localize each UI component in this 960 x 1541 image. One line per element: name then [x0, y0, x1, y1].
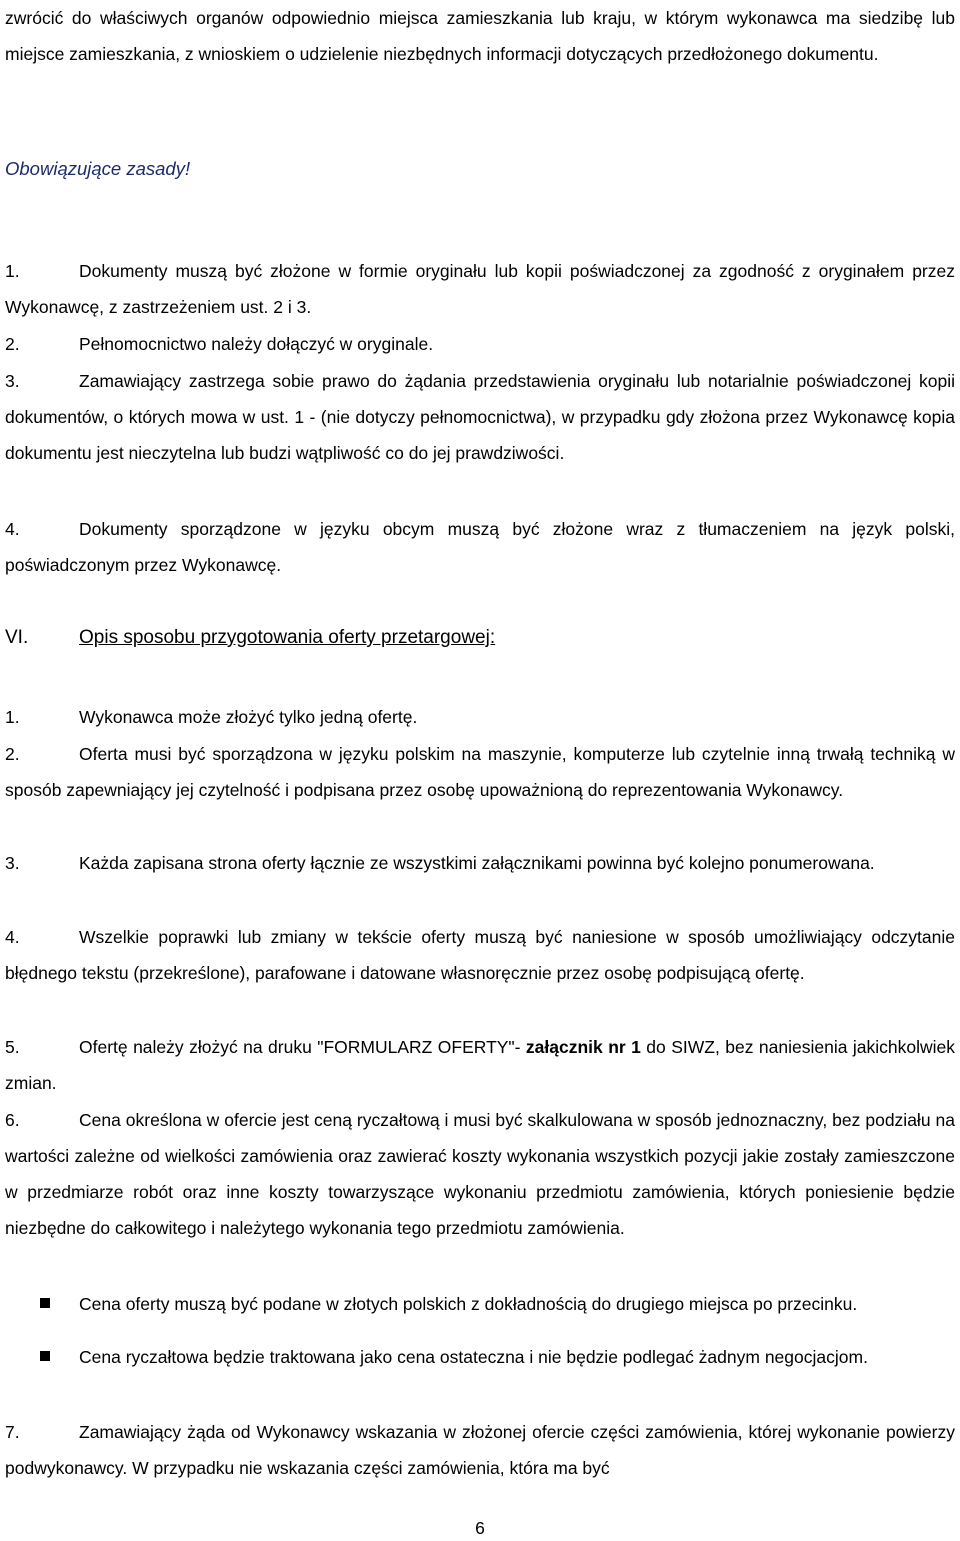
item-text: Zamawiający żąda od Wykonawcy wskazania w złożonej ofercie części zamówienia, której wykonanie powierzy podwykonawcy. W przypadku nie wskazania części zamówienia, która ma być — [5, 1422, 955, 1478]
item-number: 2. — [5, 744, 20, 764]
item-number: 6. — [5, 1110, 20, 1130]
item-number: 1. — [5, 707, 20, 727]
item-text-bold: załącznik nr 1 — [525, 1037, 641, 1057]
offer-item-4 — [5, 919, 955, 991]
rules-item-1 — [5, 253, 955, 325]
bullet-item-2 — [40, 1344, 940, 1370]
bullet-item-1 — [40, 1291, 940, 1317]
rules-item-3 — [5, 363, 955, 471]
bullet-square-icon — [40, 1298, 50, 1308]
section-title — [5, 620, 955, 656]
offer-item-7 — [5, 1414, 955, 1486]
item-text: Zamawiający zastrzega sobie prawo do żądania przedstawienia oryginału lub notarialnie poświadczonej kopii dokumentów, o których mowa w ust. 1 - (nie dotyczy pełnomocnictwa), w przypadku gdy złożona przez Wykonawcę kopia dokumentu jest nieczytelna lub budzi wątpliwość co do jej prawdziwości. — [5, 371, 955, 463]
offer-item-1 — [5, 699, 955, 735]
item-text: Wszelkie poprawki lub zmiany w tekście oferty muszą być naniesione w sposób umożliwiający odczytanie błędnego tekstu (przekreślone), parafowane i datowane własnoręcznie przez osobę podpisującą ofertę. — [5, 927, 955, 983]
rules-heading: Obowiązujące zasady! — [5, 158, 191, 179]
item-number: 4. — [5, 927, 20, 947]
item-text: Dokumenty muszą być złożone w formie oryginału lub kopii poświadczonej za zgodność z oryginałem przez Wykonawcę, z zastrzeżeniem ust. 2 i 3. — [5, 261, 955, 317]
offer-item-2 — [5, 736, 955, 808]
item-text: Cena określona w ofercie jest ceną ryczałtową i musi być skalkulowana w sposób jednoznaczny, bez podziału na wartości zależne od wielkości zamówienia oraz zawierać koszty wykonania wszystkich pozycji jakie zostały zamieszczone w przedmiarze robót oraz inne koszty towarzyszące wykonaniu przedmiotu zamówienia, których poniesienie będzie niezbędne do całkowitego i należytego wykonania tego przedmiotu zamówienia. — [5, 1110, 955, 1238]
item-number: 3. — [5, 853, 20, 873]
rules-item-4 — [5, 511, 955, 583]
section-number: VI. — [5, 627, 29, 648]
intro-paragraph: zwrócić do właściwych organów odpowiednio miejsca zamieszkania lub kraju, w którym wykonawca ma siedzibę lub miejsce zamieszkania, z wnioskiem o udzielenie niezbędnych informacji dotyczących przedłożonego dokumentu. — [5, 8, 955, 64]
item-text: Pełnomocnictwo należy dołączyć w oryginale. — [79, 334, 434, 354]
item-text-b: do SIWZ, bez naniesienia jakichkolwiek zmian. — [5, 1037, 955, 1093]
rules-item-2 — [5, 326, 955, 362]
bullet-text: Cena oferty muszą być podane w złotych polskich z dokładnością do drugiego miejsca po przecinku. — [79, 1294, 858, 1314]
item-number: 2. — [5, 334, 20, 354]
offer-item-6 — [5, 1102, 955, 1246]
page-number: 6 — [475, 1518, 485, 1538]
item-text: Każda zapisana strona oferty łącznie ze wszystkimi załącznikami powinna być kolejno ponumerowana. — [79, 853, 875, 873]
offer-item-3 — [5, 845, 955, 881]
offer-item-5 — [5, 1029, 955, 1101]
item-number: 5. — [5, 1037, 20, 1057]
item-number: 7. — [5, 1422, 20, 1442]
item-text: Dokumenty sporządzone w języku obcym muszą być złożone wraz z tłumaczeniem na język polski, poświadczonym przez Wykonawcę. — [5, 519, 955, 575]
item-text-a: Ofertę należy złożyć na druku "FORMULARZ OFERTY"- — [79, 1037, 526, 1057]
bullet-square-icon — [40, 1351, 50, 1361]
item-text: Wykonawca może złożyć tylko jedną ofertę. — [79, 707, 418, 727]
section-title-text: Opis sposobu przygotowania oferty przetargowej: — [79, 627, 496, 648]
item-number: 1. — [5, 261, 20, 281]
item-text: Oferta musi być sporządzona w języku polskim na maszynie, komputerze lub czytelnie inną trwałą techniką w sposób zapewniający jej czytelność i podpisana przez osobę upoważnioną do reprezentowania Wykonawcy. — [5, 744, 955, 800]
bullet-text: Cena ryczałtowa będzie traktowana jako cena ostateczna i nie będzie podlegać żadnym negocjacjom. — [79, 1347, 868, 1367]
item-number: 3. — [5, 371, 20, 391]
item-number: 4. — [5, 519, 20, 539]
